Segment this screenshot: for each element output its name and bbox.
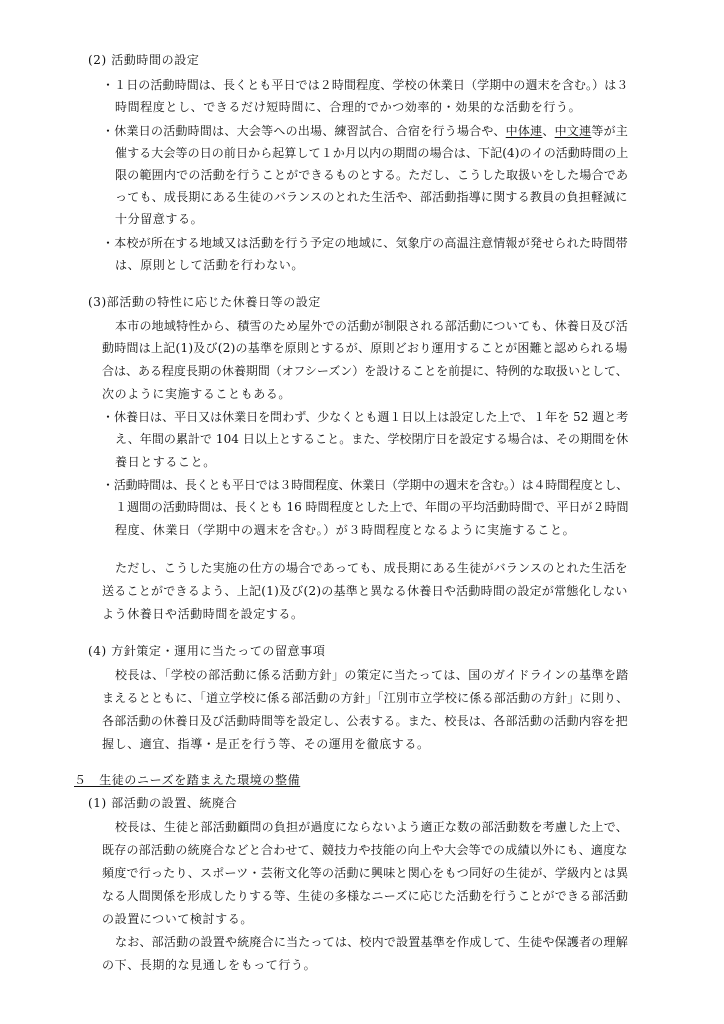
section-3-heading: (3)部活動の特性に応じた休養日等の設定 xyxy=(88,295,321,309)
section-5-1-heading: (1) 部活動の設置、統廃合 xyxy=(88,796,238,810)
sec2-bullet2-line1 xyxy=(102,125,628,137)
sec5-para-line1: 校長は、生徒と部活動顧問の負担が過度にならないよう適正な数の部活動数を考慮した上で、 xyxy=(115,820,628,834)
sec2-bullet2-line5: 十分留意する。 xyxy=(115,212,204,226)
sec3-bullet2-line1: ・活動時間は、長くとも平日では３時間程度、休業日（学期中の週末を含む。）は４時間程度とし、 xyxy=(102,478,629,492)
section-4-heading: (4) 方針策定・運用に当たっての留意事項 xyxy=(88,644,326,658)
sec2-bullet3-line2: は、原則として活動を行わない。 xyxy=(115,258,305,272)
sec5-para2-line2: の下、長期的な見通しをもって行う。 xyxy=(102,958,317,972)
sec3-note-line1: ただし、こうした実施の仕方の場合であっても、成長期にある生徒がバランスのとれた生活を xyxy=(115,561,628,575)
sec5-para-line2: 既存の部活動の統廃合などと合わせて、競技力や技能の向上や大会等での成績以外にも、適度な xyxy=(102,843,628,857)
sec3-para-line1: 本市の地域特性から、積雪のため屋外での活動が制限される部活動についても、休養日及び活 xyxy=(115,319,628,333)
sec3-note-line3: よう休養日や活動時間を設定する。 xyxy=(102,607,304,621)
sec5-para-line4: なる人間関係を形成したりする等、生徒の多様なニーズに応じた活動を行うことができる部活動 xyxy=(102,889,629,903)
sec2-bullet2-line4: っても、成長期にある生徒のバランスのとれた生活や、部活動指導に関する教員の負担軽減に xyxy=(115,190,628,204)
sec3-bullet1-line2: え、年間の累計で 104 日以上とすること。また、学校閉庁日を設定する場合は、その期間を休 xyxy=(115,432,629,446)
sec4-para-line1: 校長は、「学校の部活動に係る活動方針」の策定に当たっては、国のガイドラインの基準を踏 xyxy=(115,668,629,682)
underlined-term-chubunren: 中文連 xyxy=(554,124,592,138)
sec2-bullet2-line3: 限の範囲内での活動を行うことができるものとする。ただし、こうした取扱いをした場合であ xyxy=(115,168,629,182)
sec3-bullet1-line1: ・休養日は、平日又は休業日を問わず、少なくとも週１日以上は設定した上で、１年を 52 週と考 xyxy=(102,410,629,424)
sec3-bullet2-line3: 程度、休業日（学期中の週末を含む。）が３時間程度となるように実施すること。 xyxy=(115,523,576,537)
sec5-para-line3: 頻度で行ったり、スポーツ・芸術文化等の活動に興味と関心をもつ同好の生徒が、学級内とは異 xyxy=(102,866,629,880)
text-segment: 、 xyxy=(542,124,555,138)
sec2-bullet2-line2: 催する大会等の日の前日から起算して１か月以内の期間の場合は、下記(4)のイの活動時間の上 xyxy=(115,146,629,160)
sec2-bullet1-line2: 時間程度とし、できるだけ短時間に、合理的でかつ効率的・効果的な活動を行う。 xyxy=(115,100,582,114)
sec3-para-line4: 次のように実施することもある。 xyxy=(102,387,292,401)
sec5-para-line5: の設置について検討する。 xyxy=(102,912,253,926)
sec3-bullet2-line2: １週間の活動時間は、長くとも 16 時間程度とした上で、年間の平均活動時間で、平日が２時間 xyxy=(115,500,629,514)
sec5-para2-line1: なお、部活動の設置や統廃合に当たっては、校内で設置基準を作成して、生徒や保護者の理解 xyxy=(115,935,628,949)
underlined-term-chutairen: 中体連 xyxy=(505,124,543,138)
section-5-heading: ５ 生徒のニーズを踏まえた環境の整備 xyxy=(74,773,301,787)
sec4-para-line4: 握し、適宜、指導・是正を行う等、その運用を徹底する。 xyxy=(102,737,430,751)
sec3-note-line2: 送ることができるよう、上記(1)及び(2)の基準と異なる休養日や活動時間の設定が常態化しない xyxy=(102,584,628,598)
section-2-heading: (2) 活動時間の設定 xyxy=(88,53,200,67)
sec4-para-line3: 各部活動の休養日及び活動時間等を設定し、公表する。また、校長は、各部活動の活動内容を把 xyxy=(102,714,628,728)
sec4-para-line2: まえるとともに、「道立学校に係る部活動の方針」「江別市立学校に係る部活動の方針」に則り、 xyxy=(102,691,629,705)
sec3-para-line2: 動時間は上記(1)及び(2)の基準を原則とするが、原則どおり運用することが困難と認められる場 xyxy=(102,341,628,355)
text-segment: 等が主 xyxy=(591,124,629,138)
sec3-para-line3: 合は、ある程度長期の休養期間（オフシーズン）を設けることを前提に、特例的な取扱いとして、 xyxy=(102,364,628,378)
sec2-bullet1-line1: ・１日の活動時間は、長くとも平日では２時間程度、学校の休業日（学期中の週末を含む。）は３ xyxy=(102,78,629,92)
sec2-bullet3-line1: ・本校が所在する地域又は活動を行う予定の地域に、気象庁の高温注意情報が発せられた時間帯 xyxy=(102,236,628,250)
text-segment: ・休業日の活動時間は、大会等への出場、練習試合、合宿を行う場合や、 xyxy=(102,124,506,138)
sec3-bullet1-line3: 養日とすること。 xyxy=(115,455,216,469)
